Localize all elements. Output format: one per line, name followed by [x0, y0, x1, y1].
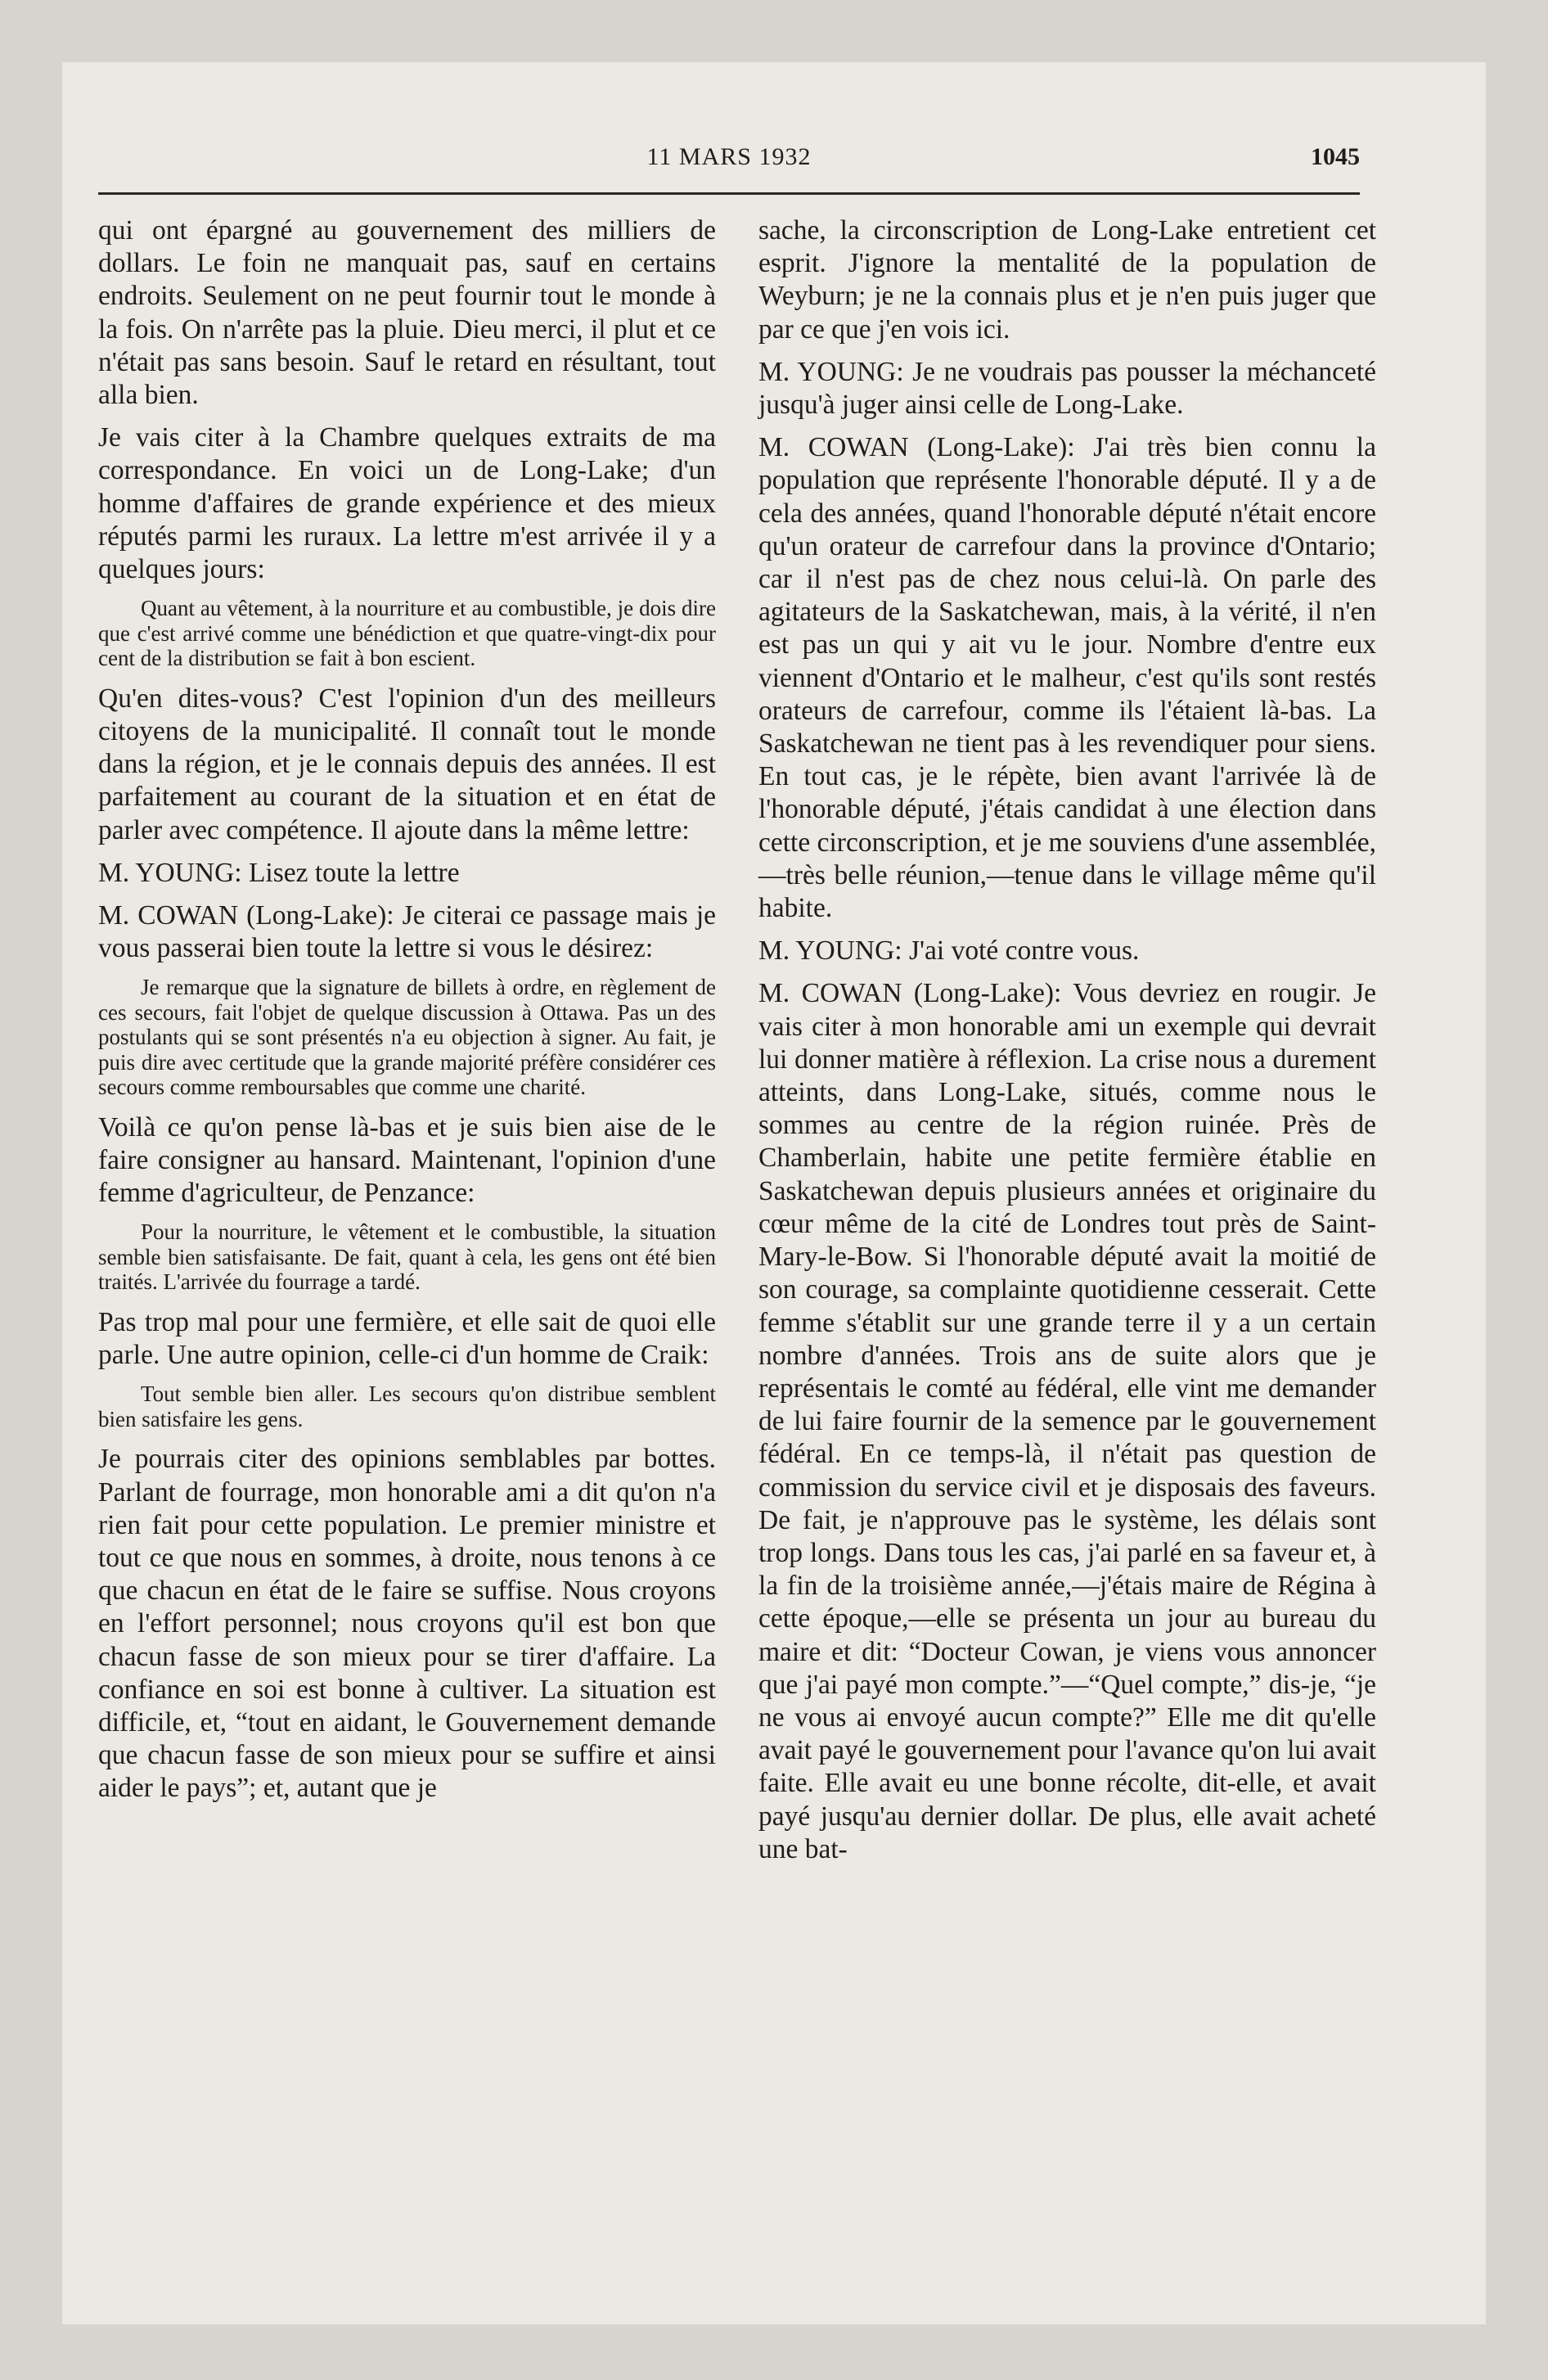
speech-paragraph: M. YOUNG: J'ai voté contre vous.: [758, 935, 1140, 967]
quotation: Pour la nourriture, le vêtement et le combustible, la situation semble bien satisfaisante. De fait, quant à cela, les gens ont été bien traités. L'arrivée du fourrage a tardé.: [98, 1219, 716, 1295]
header-rule: [98, 192, 1360, 195]
quotation: Je remarque que la signature de billets à ordre, en règlement de ces secours, fait l'objet de quelque discussion à Ottawa. Pas un des postulants qui se sont présentés n'a eu objection à signer. Au fait, je puis dire avec certitude que la grande majorité préfère considérer ces secours comme remboursables que comme une charité.: [98, 975, 716, 1100]
quotation: Tout semble bien aller. Les secours qu'on distribue semblent bien satisfaire les gens.: [98, 1382, 716, 1431]
left-column: [98, 214, 716, 1815]
quotation: Quant au vêtement, à la nourriture et au combustible, je dois dire que c'est arrivé comme une bénédiction et que quatre-vingt-dix pour cent de la distribution se fait à bon escient.: [98, 596, 716, 671]
page-number: 1045: [1311, 143, 1360, 170]
page-date: 11 MARS 1932: [646, 143, 812, 170]
paragraph: Voilà ce qu'on pense là-bas et je suis bien aise de le faire consigner au hansard. Maintenant, l'opinion d'une femme d'agriculteur, de Penzance:: [98, 1111, 716, 1209]
paragraph: Qu'en dites-vous? C'est l'opinion d'un des meilleurs citoyens de la municipalité. Il connaît tout le monde dans la région, et je le connais depuis des années. Il est parfaitement au courant de la situation et en état de parler avec compétence. Il ajoute dans la même lettre:: [98, 683, 716, 845]
speech-paragraph: M. COWAN (Long-Lake): J'ai très bien connu la population que représente l'honorable député. Il y a de cela des années, quand l'honorable député n'était encore qu'un orateur de carrefour dans la province d'Ontario; car il n'est pas de chez nous celui-là. On parle des agitateurs de la Saskatchewan, mais, à la vérité, il n'en est pas un qui y ait vu le jour. Nombre d'entre eux viennent d'Ontario et le malheur, c'est qu'ils sont restés orateurs de carrefour, comme ils l'étaient là-bas. La Saskatchewan ne tient pas à les revendiquer pour siens. En tout cas, je le répète, bien avant l'arrivée là de l'honorable député, j'étais candidat à une élection dans cette circonscription, et je me souviens d'une assemblée,—très belle réunion,—tenue dans le village même qu'il habite.: [758, 432, 1376, 924]
speech-paragraph: M. COWAN (Long-Lake): Vous devriez en rougir. Je vais citer à mon honorable ami un exemple qui devrait lui donner matière à réflexion. La crise nous a durement atteints, dans Long-Lake, situés, comme nous le sommes au centre de la région ruinée. Près de Chamberlain, habite une petite fermière établie en Saskatchewan depuis plusieurs années et originaire du cœur même de la cité de Londres tout près de Saint-Mary-le-Bow. Si l'honorable député avait la moitié de son courage, sa complainte quotidienne cesserait. Cette femme s'établit sur une grande terre il y a un certain nombre d'années. Trois ans de suite alors que je représentais le comté au fédéral, elle vint me demander de lui faire fournir de la semence par le gouvernement fédéral. En ce temps-là, il n'était pas question de commission du service civil et je disposais des faveurs. De fait, je n'approuve pas le système, les délais sont trop longs. Dans tous les cas, j'ai parlé en sa faveur et, à la fin de la troisième année,—j'étais maire de Régina à cette époque,—elle se présenta un jour au bureau du maire et dit: “Docteur Cowan, je viens vous annoncer que j'ai payé mon compte.”—“Quel compte,” dis-je, “je ne vous ai envoyé aucun compte?” Elle me dit qu'elle avait payé le gouvernement pour l'avance qu'on lui avait faite. Elle avait eu une bonne récolte, dit-elle, et avait payé jusqu'au dernier dollar. De plus, elle avait acheté une bat-: [758, 978, 1376, 1864]
speech-paragraph: M. YOUNG: Lisez toute la lettre: [98, 857, 460, 888]
speech-paragraph: M. YOUNG: Je ne voudrais pas pousser la méchanceté jusqu'à juger ainsi celle de Long-Lake.: [758, 356, 1376, 421]
paragraph: Je vais citer à la Chambre quelques extraits de ma correspondance. En voici un de Long-Lake; d'un homme d'affaires de grande expérience et des mieux réputés parmi les ruraux. La lettre m'est arrivée il y a quelques jours:: [98, 422, 716, 585]
right-column: [758, 214, 1376, 1876]
paragraph: sache, la circonscription de Long-Lake entretient cet esprit. J'ignore la mentalité de la population de Weyburn; je ne la connais plus et je n'en puis juger que par ce que j'en vois ici.: [758, 215, 1376, 345]
page-header: [98, 143, 1360, 184]
speech-paragraph: M. COWAN (Long-Lake): Je citerai ce passage mais je vous passerai bien toute la lettre si vous le désirez:: [98, 899, 716, 964]
paragraph: Pas trop mal pour une fermière, et elle sait de quoi elle parle. Une autre opinion, celle-ci d'un homme de Craik:: [98, 1306, 716, 1371]
paragraph: qui ont épargné au gouvernement des milliers de dollars. Le foin ne manquait pas, sauf en certains endroits. Seulement on ne peut fournir tout le monde à la fois. On n'arrête pas la pluie. Dieu merci, il plut et ce n'était pas sans besoin. Sauf le retard en résultant, tout alla bien.: [98, 215, 716, 411]
paragraph: Je pourrais citer des opinions semblables par bottes. Parlant de fourrage, mon honorable ami a dit qu'on n'a rien fait pour cette population. Le premier ministre et tout ce que nous en sommes, à droite, nous tenons à ce que chacun en état de le faire se suffise. Nous croyons en l'effort personnel; nous croyons qu'il est bon que chacun fasse de son mieux pour se tirer d'affaire. La confiance en soi est bonne à cultiver. La situation est difficile, et, “tout en aidant, le Gouvernement demande que chacun fasse de son mieux pour se suffire et ainsi aider le pays”; et, autant que je: [98, 1444, 716, 1804]
